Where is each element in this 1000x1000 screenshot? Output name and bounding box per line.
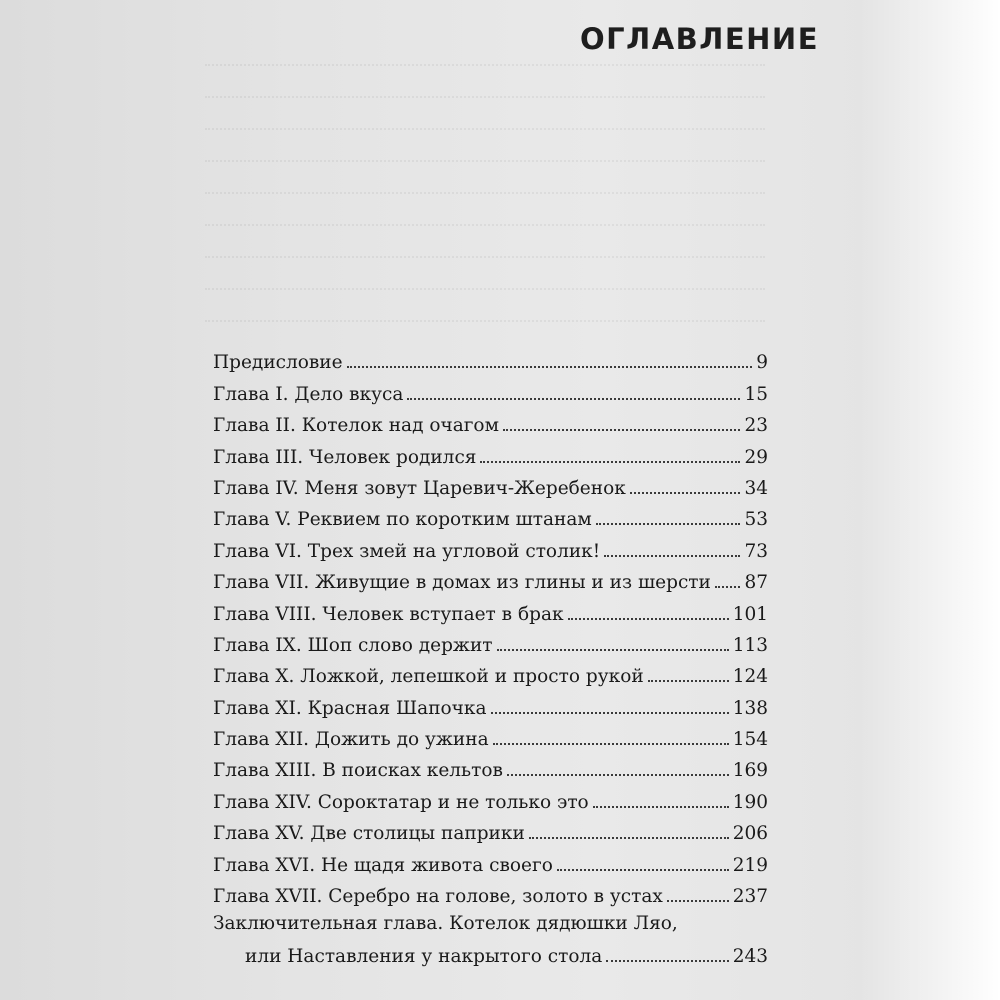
bleed-line	[205, 306, 765, 322]
toc-entry	[213, 719, 768, 750]
dot-leader	[596, 522, 741, 525]
dot-leader	[715, 585, 741, 588]
toc-entry	[213, 844, 768, 875]
toc-entry-title-line2: или Наставления у накрытого стола	[245, 946, 603, 968]
toc-entry-title: Глава IV. Меня зовут Царевич-Жеребенок	[213, 477, 626, 499]
page-title: ОГЛАВЛЕНИЕ	[580, 22, 820, 56]
bleed-line	[205, 274, 765, 290]
toc-entry-page: 190	[732, 791, 768, 813]
dot-leader	[507, 773, 729, 776]
toc-entry-title-line1: Заключительная глава. Котелок дядюшки Ляо,	[213, 913, 678, 935]
toc-entry	[213, 813, 768, 844]
toc-entry-page: 53	[744, 509, 768, 531]
dot-leader	[503, 428, 740, 431]
toc-entry-title: Глава VIII. Человек вступает в брак	[213, 603, 564, 625]
toc-entry	[213, 656, 768, 687]
toc-entry-title: Глава IX. Шоп слово держит	[213, 634, 493, 656]
toc-entry-title: Глава XI. Красная Шапочка	[213, 697, 487, 719]
toc-entry	[213, 499, 768, 530]
toc-entry-page: 219	[732, 854, 768, 876]
toc-entry-title: Глава XIV. Сороктатар и не только это	[213, 791, 589, 813]
toc-entry-final	[213, 907, 768, 967]
toc-entry	[213, 436, 768, 467]
dot-leader	[557, 868, 729, 871]
toc-entry	[213, 876, 768, 907]
bleed-line	[205, 82, 765, 98]
table-of-contents	[213, 342, 768, 967]
toc-entry-title: Глава XII. Дожить до ужина	[213, 729, 489, 751]
toc-entry-page: 73	[744, 540, 768, 562]
toc-entry-title: Глава II. Котелок над очагом	[213, 415, 499, 437]
toc-entry-page: 113	[732, 634, 768, 656]
bleed-line	[205, 146, 765, 162]
toc-entry-page: 237	[732, 886, 768, 908]
dot-leader	[648, 679, 729, 682]
toc-entry-page: 9	[756, 352, 768, 374]
dot-leader	[604, 554, 740, 557]
toc-entry-page: 101	[732, 603, 768, 625]
dot-leader	[493, 742, 729, 745]
dot-leader	[667, 899, 729, 902]
toc-entry-title: Глава XV. Две столицы паприки	[213, 823, 525, 845]
toc-entry	[213, 405, 768, 436]
bleed-line	[205, 210, 765, 226]
dot-leader	[529, 836, 729, 839]
dot-leader	[491, 711, 729, 714]
toc-entry	[213, 687, 768, 718]
toc-entry	[213, 468, 768, 499]
dot-leader	[497, 648, 729, 651]
page-edge-shadow	[860, 0, 1000, 1000]
toc-entry-page: 15	[744, 383, 768, 405]
dot-leader	[630, 491, 741, 494]
toc-entry-title: Глава III. Человек родился	[213, 446, 477, 468]
toc-entry-page: 29	[744, 446, 768, 468]
toc-entry	[213, 530, 768, 561]
toc-entry-page: 243	[732, 946, 768, 968]
toc-entry-title: Глава XVI. Не щадя живота своего	[213, 854, 553, 876]
toc-entry	[213, 593, 768, 624]
toc-entry	[213, 373, 768, 404]
toc-entry-title: Глава VI. Трех змей на угловой столик!	[213, 540, 601, 562]
toc-entry-page: 154	[732, 729, 768, 751]
dot-leader	[568, 617, 729, 620]
toc-entry-title: Глава VII. Живущие в домах из глины и из шерсти	[213, 572, 711, 594]
dot-leader	[480, 460, 740, 463]
bleed-line	[205, 242, 765, 258]
toc-entry-page: 87	[744, 572, 768, 594]
dot-leader	[347, 365, 753, 368]
toc-entry-title: Глава XVII. Серебро на голове, золото в устах	[213, 886, 663, 908]
toc-entry	[213, 625, 768, 656]
bleed-line	[205, 178, 765, 194]
bleed-line	[205, 114, 765, 130]
toc-entry-title: Глава V. Реквием по коротким штанам	[213, 509, 592, 531]
toc-entry-title: Глава X. Ложкой, лепешкой и просто рукой	[213, 666, 644, 688]
dot-leader	[407, 397, 740, 400]
toc-entry-page: 138	[732, 697, 768, 719]
toc-entry-page: 206	[732, 823, 768, 845]
dot-leader	[606, 959, 728, 962]
toc-entry-title: Глава I. Дело вкуса	[213, 383, 404, 405]
toc-entry-page: 34	[744, 477, 768, 499]
toc-entry	[213, 562, 768, 593]
toc-entry	[213, 781, 768, 812]
dot-leader	[593, 805, 729, 808]
toc-entry	[213, 750, 768, 781]
toc-entry-title: Предисловие	[213, 352, 343, 374]
toc-entry-page: 23	[744, 415, 768, 437]
toc-entry-page: 169	[732, 760, 768, 782]
toc-entry-title: Глава XIII. В поисках кельтов	[213, 760, 503, 782]
bleed-through-text	[205, 50, 765, 338]
toc-entry	[213, 342, 768, 373]
toc-entry-page: 124	[732, 666, 768, 688]
